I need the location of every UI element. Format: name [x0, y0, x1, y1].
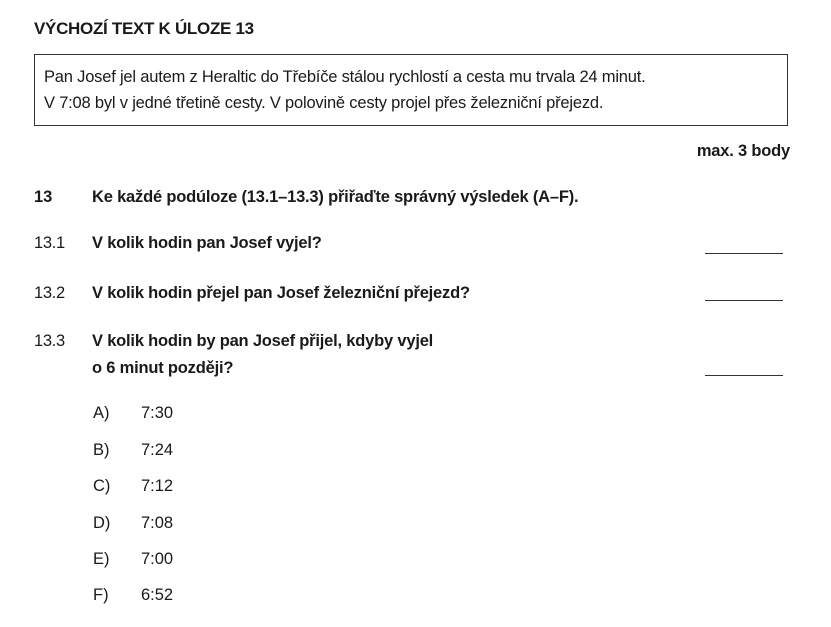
subtask-number-13-3: 13.3: [34, 332, 65, 350]
subtask-question-line: V kolik hodin by pan Josef přijel, kdyby vyjel: [92, 332, 434, 350]
option-value-b: 7:24: [141, 441, 174, 459]
option-letter-c: C): [93, 477, 111, 495]
option-letter-b: B): [93, 441, 110, 459]
option-letter-e: E): [93, 550, 110, 568]
subtask-question-13-2: [92, 280, 470, 307]
option-value-a: 7:30: [141, 404, 174, 422]
max-points-label: max. 3 body: [696, 142, 790, 160]
answer-field-13-1[interactable]: [705, 253, 783, 254]
subtask-question-13-1: [92, 230, 322, 257]
option-value-c: 7:12: [141, 477, 174, 495]
answer-field-13-2[interactable]: [705, 300, 783, 301]
option-value-f: 6:52: [141, 586, 174, 604]
option-letter-f: F): [93, 586, 109, 604]
subtask-question-line: V kolik hodin přejel pan Josef železniční přejezd?: [92, 284, 470, 302]
subtask-number-13-2: 13.2: [34, 284, 65, 302]
answer-field-13-3[interactable]: [705, 375, 783, 376]
option-value-d: 7:08: [141, 514, 174, 532]
task-instruction: Ke každé podúloze (13.1–13.3) přiřaďte správný výsledek (A–F).: [92, 188, 579, 206]
subtask-question-line: o 6 minut později?: [92, 359, 234, 377]
option-letter-d: D): [93, 514, 111, 532]
task-number: 13: [34, 188, 53, 206]
subtask-question-line: V kolik hodin pan Josef vyjel?: [92, 234, 322, 252]
source-text-line-1: Pan Josef jel autem z Heraltic do Třebíče stálou rychlostí a cesta mu trvala 24 minut.: [44, 68, 646, 86]
section-heading: VÝCHOZÍ TEXT K ÚLOZE 13: [34, 19, 254, 38]
source-text-line-2: V 7:08 byl v jedné třetině cesty. V polovině cesty projel přes železniční přejezd.: [44, 94, 604, 112]
source-text-box: [34, 54, 788, 126]
subtask-question-13-3: [92, 328, 433, 382]
option-value-e: 7:00: [141, 550, 174, 568]
subtask-number-13-1: 13.1: [34, 234, 65, 252]
option-letter-a: A): [93, 404, 110, 422]
